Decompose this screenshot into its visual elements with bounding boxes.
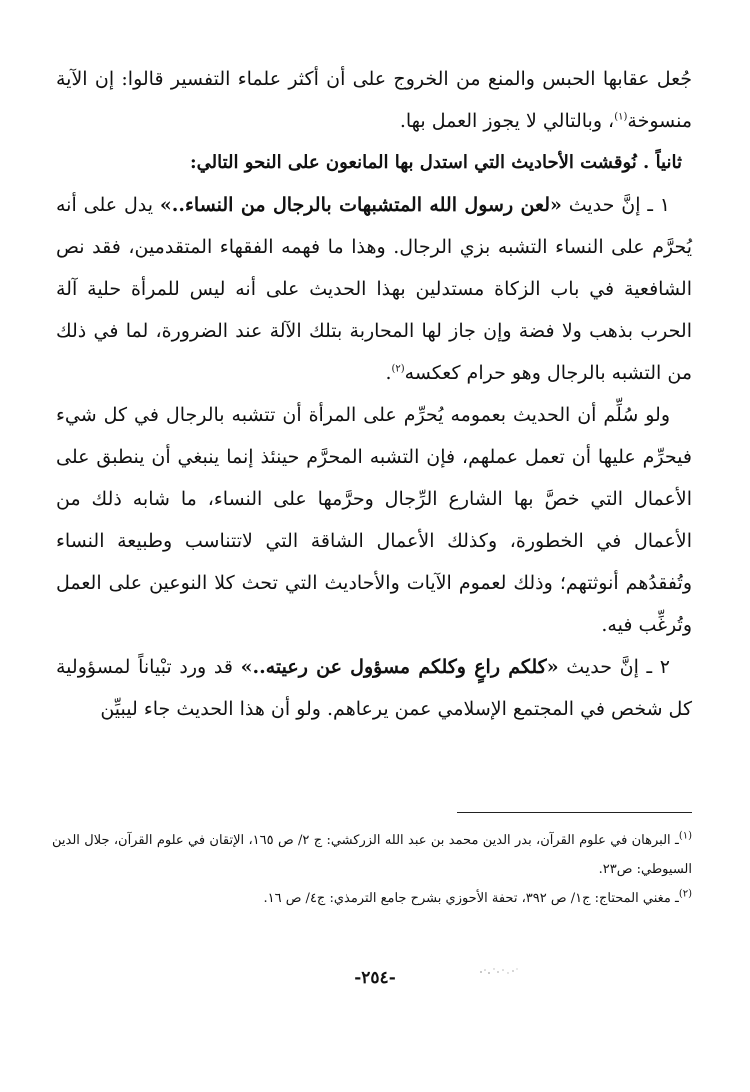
footnote-2-mark: (٢) (678, 888, 692, 900)
footnote-2-text: ـ مغني المحتاج: ج١/ ص ٣٩٢، تحفة الأحوزي بشرح جامع الترمذي: ج٤/ ص ١٦. (263, 891, 679, 906)
footnote-ref-1: (١) (614, 111, 628, 123)
paragraph-argument: ولو سُلِّم أن الحديث بعمومه يُحرِّم على المرأة أن تتشبه بالرجال في كل شيء فيحرِّم عليها أن تعمل عملهم، فإن التشبه المحرَّم حينئذ إنما ينبغي أن ينطبق على الأعمال التي خصَّ بها الشارع الرِّجال وحرَّمها على النساء، ما شابه ذلك من الأعمال في الخطورة، وكذلك الأعمال الشاقة التي لاتتناسب وطبيعة النساء وتُفقدُهم أنوثتهم؛ وذلك لعموم الآيات والأحاديث التي تحث كلا النوعين على العمل وتُرغِّب فيه. (56, 404, 692, 636)
footnotes (52, 826, 692, 913)
page-number: -٢٥٤- (354, 968, 396, 988)
point-1-number: ١ ـ إنَّ حديث (568, 194, 670, 216)
footnote-1 (52, 826, 692, 884)
paragraph-intro-end: ، وبالتالي لا يجوز العمل بها. (399, 110, 615, 132)
footnote-1-mark: (١) (678, 830, 692, 842)
footnote-2 (52, 884, 692, 913)
hadith-quote-1: «لعن رسول الله المتشبهات بالرجال من النساء..» (159, 194, 562, 216)
paragraph-point-2 (56, 646, 692, 730)
body-text (56, 58, 692, 730)
point-1-end: . (385, 362, 392, 384)
paragraph-intro (56, 58, 692, 142)
section-heading: ثانياً . نُوقشت الأحاديث التي استدل بها المانعون على النحو التالي: (190, 152, 682, 173)
hadith-quote-2: «كلكم راعٍ وكلكم مسؤول عن رعيته..» (240, 656, 559, 678)
point-1-text: يدل على أنه يُحرَّم على النساء التشبه بزي الرجال. وهذا ما فهمه الفقهاء المتقدمين، فقد نص الشافعية في باب الزكاة مستدلين بهذا الحديث على أنه ليس للمرأة حلية آلة الحرب بذهب ولا فضة وإن جاز لها المحاربة بتلك الآلة عند الضرورة، لما في ذلك من التشبه بالرجال وهو حرام كعكسه (56, 194, 692, 384)
point-2-number: ٢ ـ إنَّ حديث (566, 656, 670, 678)
footnote-divider (457, 812, 692, 813)
point-2-text: قد ورد تبْياناً لمسؤولية كل شخص في المجتمع الإسلامي عمن يرعاهم. ولو أن هذا الحديث جاء ليبيِّن (56, 656, 692, 720)
footnote-1-text: ـ البرهان في علوم القرآن، بدر الدين محمد بن عبد الله الزركشي: ج ٢/ ص ١٦٥، الإتقان في علوم القرآن، جلال الدين السيوطي: ص٢٣. (52, 833, 692, 877)
footnote-ref-2: (٢) (391, 363, 405, 375)
paragraph-intro-text: جُعل عقابها الحبس والمنع من الخروج على أن أكثر علماء التفسير قالوا: إن الآية منسوخة (56, 68, 692, 132)
paragraph-point-1 (56, 184, 692, 394)
